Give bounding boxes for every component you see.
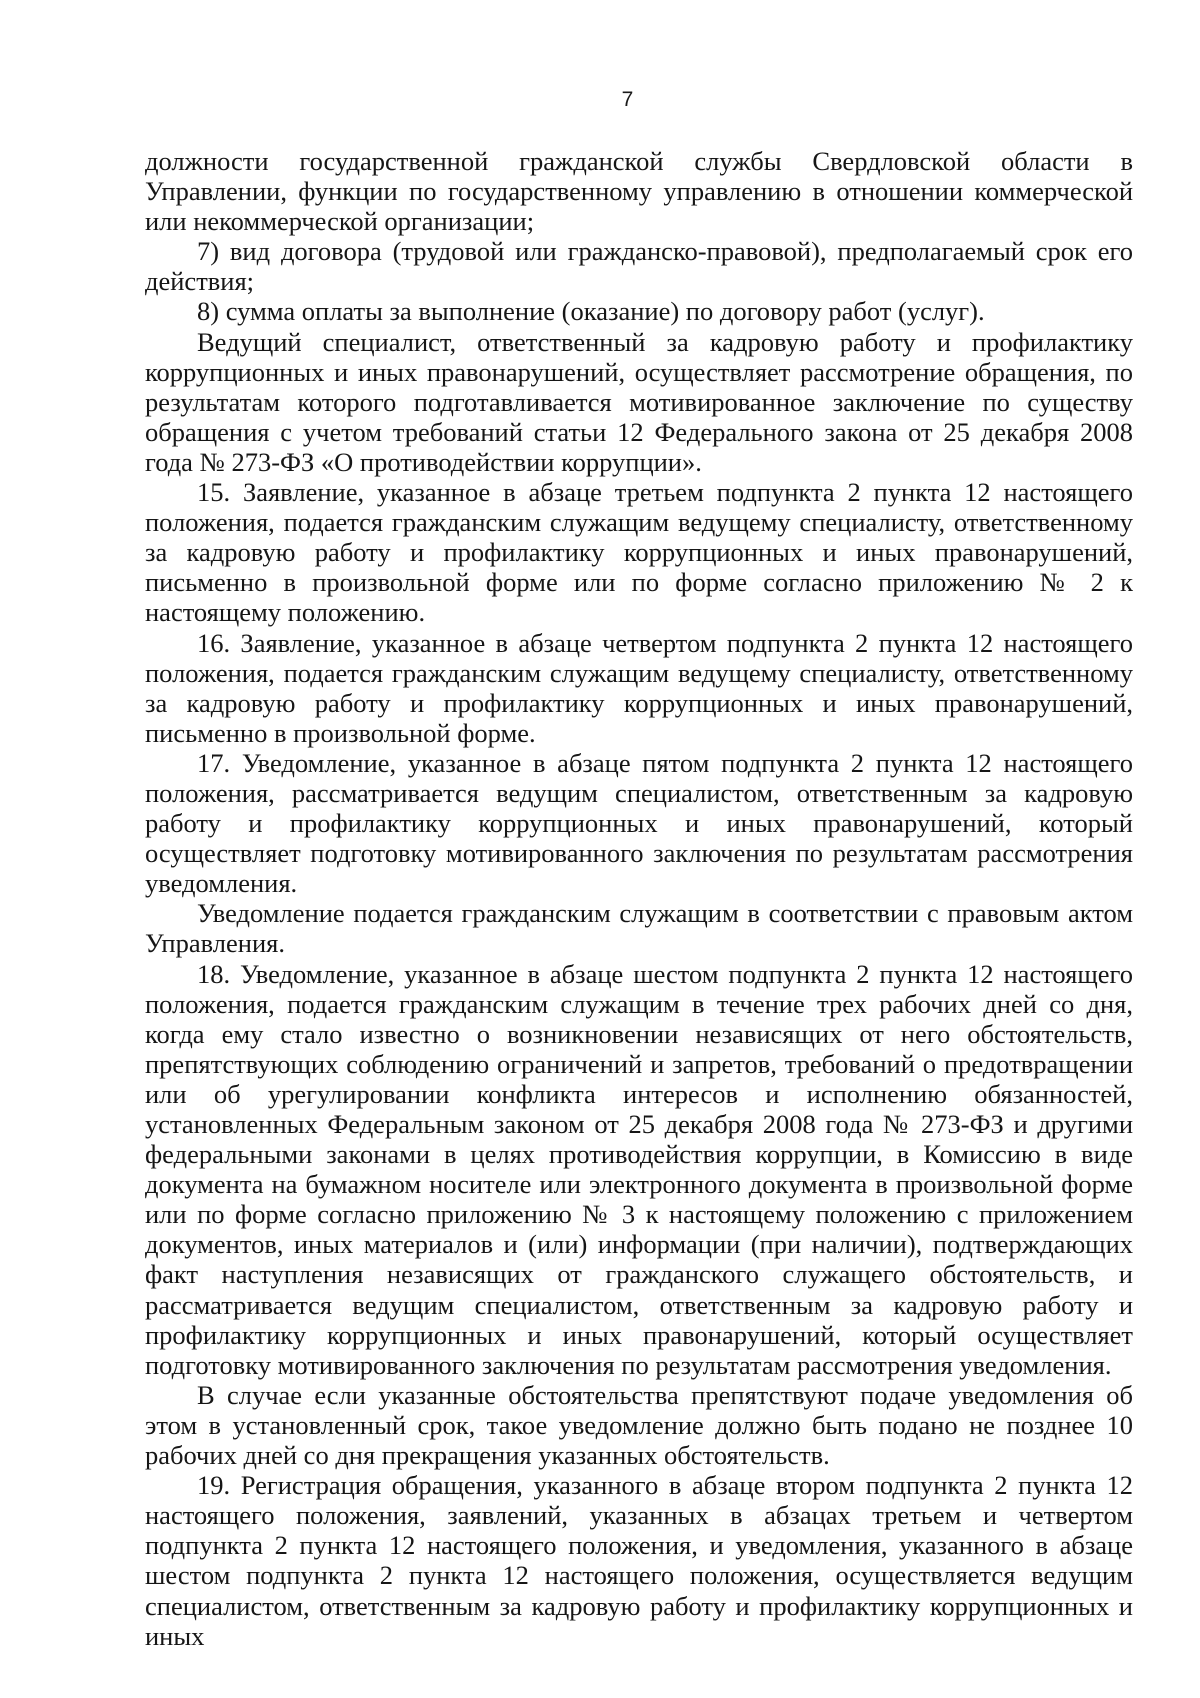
paragraph-item-8: 8) сумма оплаты за выполнение (оказание) по договору работ (услуг). (197, 296, 985, 327)
document-body (145, 146, 1133, 1651)
paragraph-17: 17. Уведомление, указанное в абзаце пятом подпункта 2 пункта 12 настоящего положения, рассматривается ведущим специалистом, ответственным за кадровую работу и профилактику коррупционных и иных правонарушений, который осуществляет подготовку мотивированного заключения по результатам рассмотрения уведомления. (145, 747, 1133, 899)
paragraph-18-note: В случае если указанные обстоятельства препятствуют подаче уведомления об этом в установленный срок, такое уведомление должно быть подано не позднее 10 рабочих дней со дня прекращения указанных обстоятельств. (145, 1379, 1133, 1471)
paragraph-continuation: должности государственной гражданской службы Свердловской области в Управлении, функции по государственному управлению в отношении коммерческой или некоммерческой организации; (145, 146, 1133, 237)
paragraph-item-7: 7) вид договора (трудовой или гражданско-правовой), предполагаемый срок его действия; (145, 236, 1133, 297)
paragraph-17-note: Уведомление подается гражданским служащим в соответствии с правовым актом Управления. (145, 898, 1133, 959)
paragraph-18: 18. Уведомление, указанное в абзаце шестом подпункта 2 пункта 12 настоящего положения, подается гражданским служащим в течение трех рабочих дней со дня, когда ему стало известно о возникновении независящих от него обстоятельств, препятствующих соблюдению ограничений и запретов, требований о предотвращении или об урегулировании конфликта интересов и исполнению обязанностей, установленных Федеральным законом от 25 декабря 2008 года № 273-ФЗ и другими федеральными законами в целях противодействия коррупции, в Комиссию в виде документа на бумажном носителе или электронного документа в произвольной форме или по форме согласно приложению № 3 к настоящему положению с приложением документов, иных материалов и (или) информации (при наличии), подтверждающих факт наступления независящих от гражданского служащего обстоятельств, и рассматривается ведущим специалистом, ответственным за кадровую работу и профилактику коррупционных и иных правонарушений, который осуществляет подготовку мотивированного заключения по результатам рассмотрения уведомления. (145, 958, 1133, 1380)
paragraph-16: 16. Заявление, указанное в абзаце четвертом подпункта 2 пункта 12 настоящего положения, подается гражданским служащим ведущему специалисту, ответственному за кадровую работу и профилактику коррупционных и иных правонарушений, письменно в произвольной форме. (145, 627, 1133, 748)
paragraph-15: 15. Заявление, указанное в абзаце третьем подпункта 2 пункта 12 настоящего положения, подается гражданским служащим ведущему специалисту, ответственному за кадровую работу и профилактику коррупционных и иных правонарушений, письменно в произвольной форме или по форме согласно приложению № 2 к настоящему положению. (145, 477, 1133, 628)
page-number: 7 (621, 88, 634, 111)
paragraph-lead-specialist: Ведущий специалист, ответственный за кадровую работу и профилактику коррупционных и иных правонарушений, осуществляет рассмотрение обращения, по результатам которого подготавливается мотивированное заключение по существу обращения с учетом требований статьи 12 Федерального закона от 25 декабря 2008 года № 273-ФЗ «О противодействии коррупции». (145, 326, 1133, 477)
paragraph-19: 19. Регистрация обращения, указанного в абзаце втором подпункта 2 пункта 12 настоящего положения, заявлений, указанных в абзацах третьем и четвертом подпункта 2 пункта 12 настоящего положения, и уведомления, указанного в абзаце шестом подпункта 2 пункта 12 настоящего положения, осуществляется ведущим специалистом, ответственным за кадровую работу и профилактику коррупционных и иных (145, 1470, 1133, 1651)
